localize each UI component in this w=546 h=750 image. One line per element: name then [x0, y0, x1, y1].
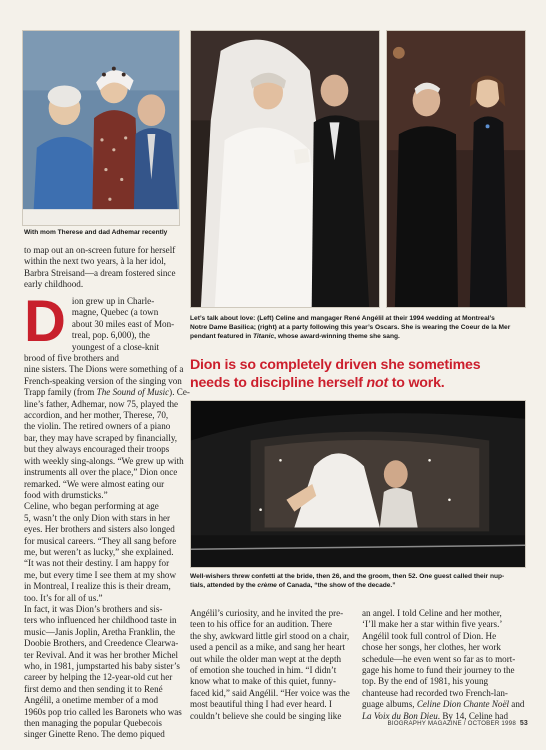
pull-quote-emphasis: not — [366, 375, 388, 391]
italic-title: The Sound of Music — [96, 387, 170, 398]
pull-quote-line-2 — [190, 374, 535, 392]
text-segment: tials, attended by the — [190, 582, 258, 590]
pull-quote-line-2-start: needs to discipline herself — [190, 375, 367, 391]
col3-text: Angélil took full control of Dion. He chose her songs, her clothes, her work schedule—he even went so far as to mort- gage his home to fund their journey to the top. By the end of 1981, his young chanteuse had recorded two French-lan- guage albums, — [362, 630, 516, 710]
caption-wedding — [190, 314, 530, 342]
paragraph-1-opening: ion grew up in Charle- magne, Quebec (a town about 30 miles east of Mon- treal, pop. 6,000), the youngest of a close-knit brood of five brothers and — [24, 296, 175, 364]
p1-line: line’s father, Adhemar, now 75, played the — [24, 398, 179, 409]
italic-title: Titanic — [253, 333, 275, 341]
article-column-3-paragraph — [362, 631, 534, 722]
article-paragraph-1 — [24, 289, 190, 364]
p1-line: food with drumsticks.” — [24, 489, 108, 500]
article-paragraph-2: Celine, who began performing at age 5, wasn’t the only Dion with stars in her eyes. Her brothers and sisters also longed for musical careers. “They all sang before me, but weren’t as lucky,” she explained. “It was not their destiny. I am happy for me, but every time I see them at my show in Montreal, I realize this is their dream, too. It’s for all of us.” — [24, 501, 177, 603]
photo-wedding — [190, 30, 380, 308]
article-column-1-body — [24, 289, 190, 741]
caption-limo-line-2 — [190, 581, 530, 590]
article-paragraph-3: In fact, it was Dion’s brothers and sis- ters who influenced her childhood taste in music—Janis Joplin, Aretha Franklin, the Doobie Brothers, and Creedence Clearwa- ter Revival. And it was her brother Michel who, in 1981, jumpstarted his baby sister’s career by helping the 12-year-old cut her first demo and then sending it to René Angélil, a onetime member of a mod 1960s pop trio called les Baronets who was then managing the popular Quebecois singer Ginette Reno. The demo piqued — [24, 603, 182, 740]
p1-line: instruments all over the place,” Dion once — [24, 467, 178, 478]
col3-end: . By 14, Celine had — [437, 710, 508, 721]
dropcap-letter: D — [24, 289, 66, 354]
pull-quote-line-2-end: to work. — [388, 375, 445, 391]
photo-limo — [190, 400, 526, 568]
page-footer — [388, 720, 528, 727]
italic-title: crème — [257, 582, 277, 590]
p1-line: remarked. “We were almost eating our — [24, 478, 165, 489]
pull-quote-line-1: Dion is so completely driven she sometimes — [190, 357, 481, 373]
article-intro: to map out an on-screen future for herself within the next two years, à la her idol, Barbra Streisand—a dream fostered since early childhood. — [24, 245, 176, 290]
p1-line: French-speaking version of the singing von — [24, 375, 182, 386]
text-segment: Trapp family (from — [24, 387, 97, 398]
text-segment: pendant featured in — [190, 333, 254, 341]
article-column-3-top: an angel. I told Celine and her mother, ‘I’ll make her a star within five years.’ — [362, 608, 503, 630]
album-title-2: La Voix du Bon Dieu — [362, 710, 438, 721]
p1-line: but they always encouraged their troops — [24, 444, 170, 455]
article-column-3 — [362, 608, 534, 722]
caption-limo-line-1: Well-wishers threw confetti at the bride, then 26, and the groom, then 52. One guest called their nup- — [190, 573, 505, 580]
photo-with-parents — [22, 30, 180, 226]
caption-limo — [190, 572, 530, 590]
text-segment: ). Ce- — [169, 387, 190, 398]
paragraph-1-continued — [24, 364, 190, 501]
text-segment: , whose award-winning theme she sang. — [274, 333, 400, 341]
p1-line: the violin. The retired owners of a piano — [24, 421, 171, 432]
col3-and: and — [509, 699, 525, 710]
caption-parents: With mom Therese and dad Adhemar recently — [24, 229, 168, 236]
p1-line: bar, they may have scraped by financially, — [24, 432, 178, 443]
pull-quote — [190, 356, 535, 392]
p1-line — [24, 387, 190, 398]
p1-line: accordion, and her mother, Therese, 70, — [24, 410, 169, 421]
footer-publication: BIOGRAPHY MAGAZINE / OCTOBER 1998 — [387, 720, 516, 727]
p1-line: with weekly sing-alongs. “We grew up with — [24, 455, 184, 466]
article-column-2: Angélil’s curiosity, and he invited the pre- teen to his office for an audition. There the shy, awkward little girl stood on a chair, used a pencil as a mike, and sang her heart out while the older man wept at the depth of emotion she touched in him. “I didn’t know what to make of this quiet, funny- faced kid,” said Angélil. “Her voice was the most beautiful thing I had ever heard. I couldn’t believe she could be singing like — [190, 608, 350, 721]
photo-oscars-party — [386, 30, 526, 308]
caption-wedding-line-1: Let’s talk about love: (Left) Celine and mangager René Angélil at their 1994 wedding at Montreal’s — [190, 315, 495, 322]
caption-wedding-line-2: Notre Dame Basilica; (right) at a party following this year’s Oscars. She is wearing the Coeur de la Mer — [190, 324, 511, 332]
p1-line: nine sisters. The Dions were something of a — [24, 364, 184, 375]
text-segment: of Canada, “the show of the decade.” — [276, 582, 396, 590]
caption-wedding-line-3 — [190, 332, 530, 341]
page-number: 53 — [519, 720, 528, 727]
album-title-1: Celine Dion Chante Noël — [416, 699, 510, 710]
